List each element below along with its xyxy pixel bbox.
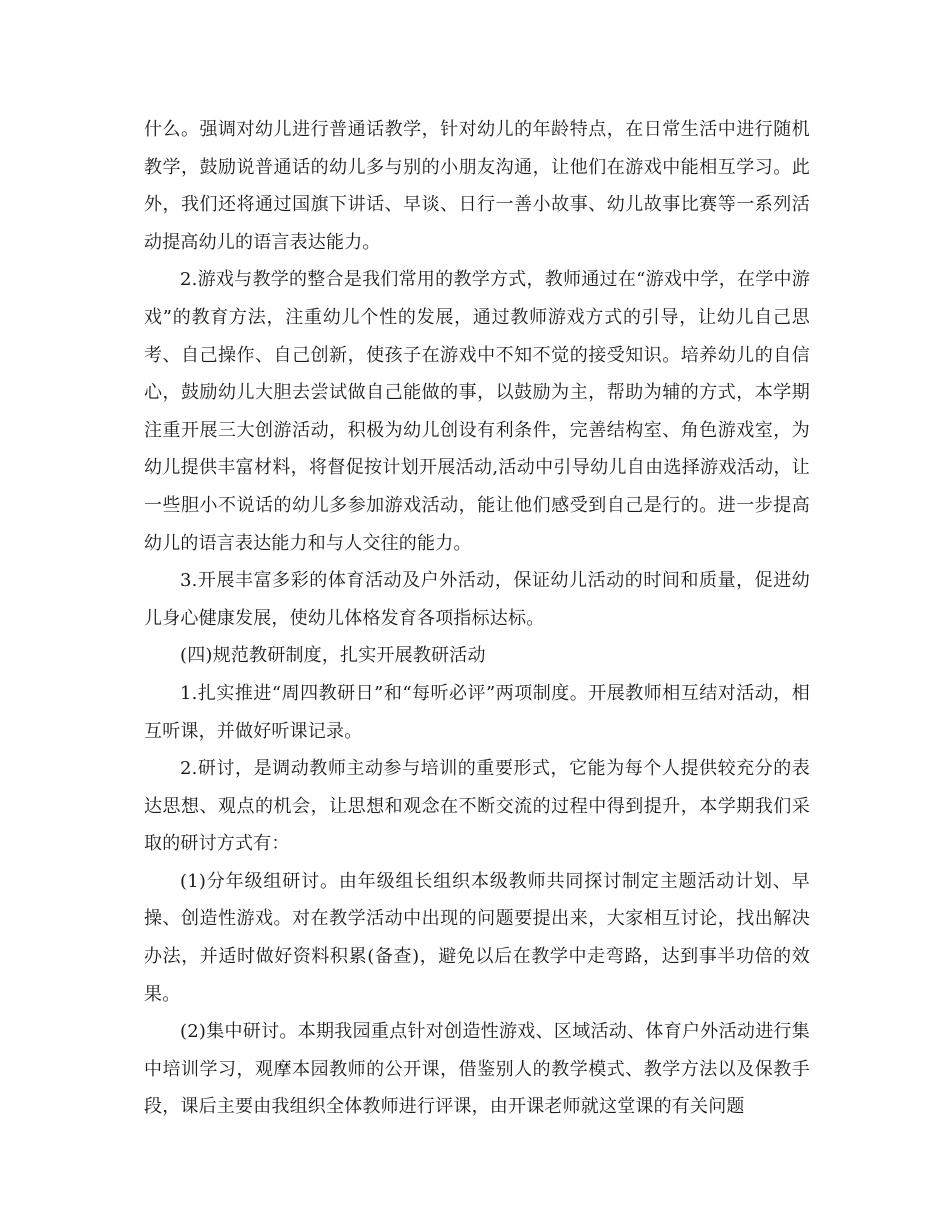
paragraph-item-4-1: 1.扎实推进“周四教研日”和“每听必评”两项制度。开展教师相互结对活动，相互听课，并做好听课记录。 [144,682,810,742]
document-body [144,111,810,1126]
paragraph-subitem-2: (2)集中研讨。本期我园重点针对创造性游戏、区域活动、体育户外活动进行集中培训学习，观摩本园教师的公开课，借鉴别人的教学模式、教学方法以及保教手段，课后主要由我组织全体教师进行评课，由开课老师就这堂课的有关问题 [144,1021,810,1118]
paragraph-continued: 什么。强调对幼儿进行普通话教学，针对幼儿的年龄特点，在日常生活中进行随机教学，鼓励说普通话的幼儿多与别的小朋友沟通，让他们在游戏中能相互学习。此外，我们还将通过国旗下讲话、早谈、日行一善小故事、幼儿故事比赛等一系列活动提高幼儿的语言表达能力。 [144,119,810,253]
paragraph-subitem-1: (1)分年级组研讨。由年级组长组织本级教师共同探讨制定主题活动计划、早操、创造性游戏。对在教学活动中出现的问题要提出来，大家相互讨论，找出解决办法，并适时做好资料积累(备查)，避免以后在教学中走弯路，达到事半功倍的效果。 [144,870,810,1005]
paragraph-item-4-2: 2.研讨，是调动教师主动参与培训的重要形式，它能为每个人提供较充分的表达思想、观点的机会，让思想和观念在不断交流的过程中得到提升，本学期我们采取的研讨方式有： [144,758,810,855]
section-heading-4: (四)规范教研制度，扎实开展教研活动 [180,645,486,667]
paragraph-item-2: 2.游戏与教学的整合是我们常用的教学方式，教师通过在“游戏中学，在学中游戏”的教育方法，注重幼儿个性的发展，通过教师游戏方式的引导，让幼儿自己思考、自己操作、自己创新，使孩子在游戏中不知不觉的接受知识。培养幼儿的自信心，鼓励幼儿大胆去尝试做自己能做的事，以鼓励为主，帮助为辅的方式，本学期注重开展三大创游活动，积极为幼儿创设有利条件，完善结构室、角色游戏室，为幼儿提供丰富材料，将督促按计划开展活动,活动中引导幼儿自由选择游戏活动，让一些胆小不说话的幼儿多参加游戏活动，能让他们感受到自己是行的。进一步提高幼儿的语言表达能力和与人交往的能力。 [144,269,810,554]
paragraph-item-3: 3.开展丰富多彩的体育活动及户外活动，保证幼儿活动的时间和质量，促进幼儿身心健康发展，使幼儿体格发育各项指标达标。 [144,570,810,629]
